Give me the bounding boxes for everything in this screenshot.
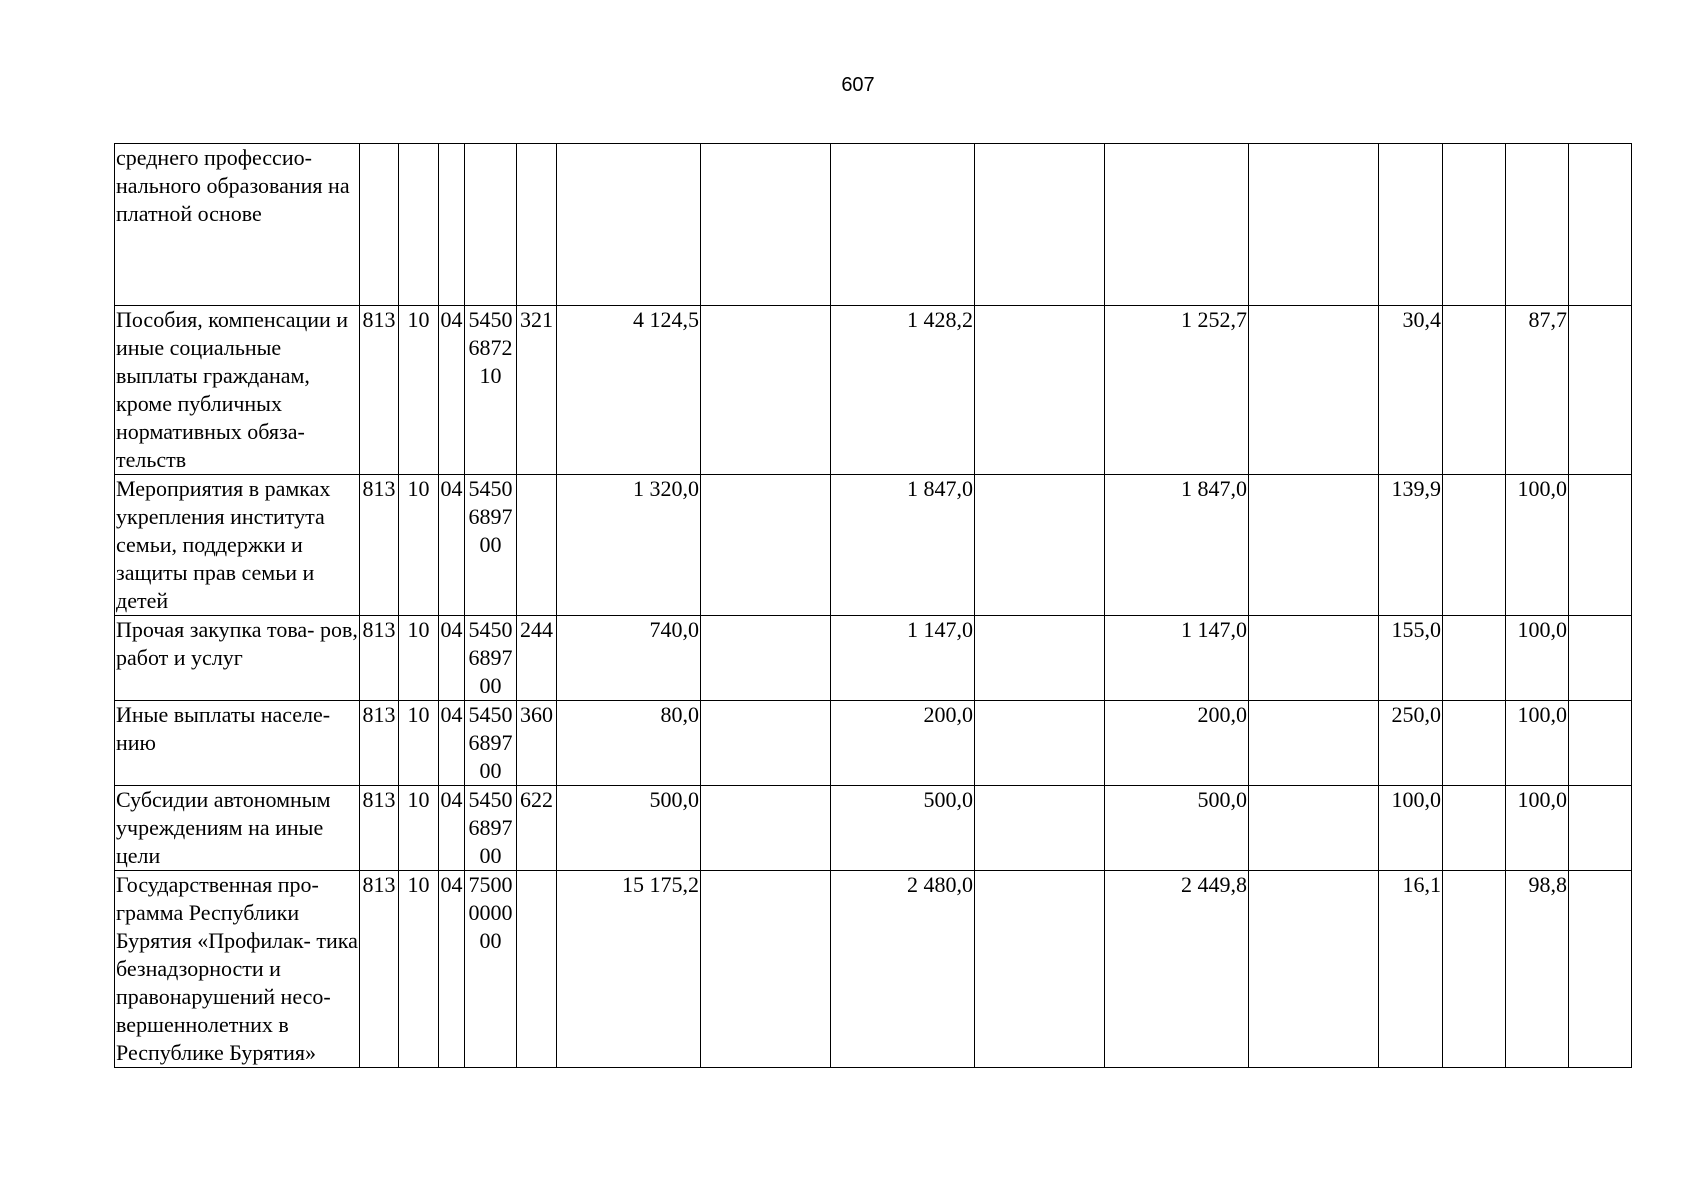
pct-refined-cell: 100,0 bbox=[1506, 786, 1569, 871]
empty-cell bbox=[1569, 144, 1632, 306]
row-name-cell: Иные выплаты населе- нию bbox=[115, 701, 360, 786]
empty-cell bbox=[1443, 786, 1506, 871]
pr-cell bbox=[439, 144, 465, 306]
vr-cell: 244 bbox=[517, 616, 557, 701]
empty-cell bbox=[1249, 475, 1379, 616]
empty-cell bbox=[1249, 616, 1379, 701]
pct-initial-cell: 100,0 bbox=[1379, 786, 1443, 871]
gr-cell: 813 bbox=[360, 616, 399, 701]
vr-cell: 321 bbox=[517, 306, 557, 475]
row-name-cell: среднего профессио- нального образования на платной основе bbox=[115, 144, 360, 306]
executed-cell: 1 147,0 bbox=[1105, 616, 1249, 701]
empty-cell bbox=[975, 701, 1105, 786]
executed-cell: 500,0 bbox=[1105, 786, 1249, 871]
pct-initial-cell: 16,1 bbox=[1379, 871, 1443, 1068]
table-row bbox=[115, 475, 1632, 616]
empty-cell bbox=[975, 786, 1105, 871]
pct-initial-cell: 139,9 bbox=[1379, 475, 1443, 616]
vr-cell: 360 bbox=[517, 701, 557, 786]
executed-cell: 1 847,0 bbox=[1105, 475, 1249, 616]
empty-cell bbox=[1249, 786, 1379, 871]
gr-cell: 813 bbox=[360, 871, 399, 1068]
gr-cell: 813 bbox=[360, 475, 399, 616]
plan-refined-cell bbox=[831, 144, 975, 306]
row-name-cell: Пособия, компенсации и иные социальные выплаты гражданам, кроме публичных нормативных обяза- тельств bbox=[115, 306, 360, 475]
empty-cell bbox=[701, 144, 831, 306]
empty-cell bbox=[1569, 306, 1632, 475]
csr-cell: 5450 6897 00 bbox=[465, 786, 517, 871]
row-name-cell: Государственная про- грамма Республики Бурятия «Профилак- тика безнадзорности и правонарушений несо- вершеннолетних в Республике Бурятия» bbox=[115, 871, 360, 1068]
row-name-cell: Субсидии автономным учреждениям на иные цели bbox=[115, 786, 360, 871]
csr-cell: 5450 6872 10 bbox=[465, 306, 517, 475]
plan-initial-cell: 500,0 bbox=[557, 786, 701, 871]
empty-cell bbox=[701, 616, 831, 701]
vr-cell bbox=[517, 871, 557, 1068]
executed-cell: 200,0 bbox=[1105, 701, 1249, 786]
plan-refined-cell: 500,0 bbox=[831, 786, 975, 871]
empty-cell bbox=[1569, 871, 1632, 1068]
table-row bbox=[115, 871, 1632, 1068]
pct-initial-cell: 30,4 bbox=[1379, 306, 1443, 475]
empty-cell bbox=[701, 306, 831, 475]
row-name-cell: Прочая закупка това- ров, работ и услуг bbox=[115, 616, 360, 701]
empty-cell bbox=[1249, 144, 1379, 306]
pr-cell: 04 bbox=[439, 306, 465, 475]
table-row bbox=[115, 701, 1632, 786]
empty-cell bbox=[701, 701, 831, 786]
pct-refined-cell: 87,7 bbox=[1506, 306, 1569, 475]
vr-cell bbox=[517, 475, 557, 616]
plan-initial-cell bbox=[557, 144, 701, 306]
empty-cell bbox=[1443, 144, 1506, 306]
csr-cell: 5450 6897 00 bbox=[465, 475, 517, 616]
empty-cell bbox=[1443, 616, 1506, 701]
csr-cell: 5450 6897 00 bbox=[465, 616, 517, 701]
gr-cell: 813 bbox=[360, 786, 399, 871]
rz-cell bbox=[399, 144, 439, 306]
pct-refined-cell: 100,0 bbox=[1506, 475, 1569, 616]
csr-cell: 7500 0000 00 bbox=[465, 871, 517, 1068]
rz-cell: 10 bbox=[399, 786, 439, 871]
empty-cell bbox=[701, 475, 831, 616]
plan-initial-cell: 740,0 bbox=[557, 616, 701, 701]
empty-cell bbox=[975, 616, 1105, 701]
pct-initial-cell: 155,0 bbox=[1379, 616, 1443, 701]
gr-cell: 813 bbox=[360, 701, 399, 786]
plan-initial-cell: 80,0 bbox=[557, 701, 701, 786]
vr-cell bbox=[517, 144, 557, 306]
empty-cell bbox=[975, 871, 1105, 1068]
plan-refined-cell: 1 428,2 bbox=[831, 306, 975, 475]
empty-cell bbox=[975, 144, 1105, 306]
pct-initial-cell bbox=[1379, 144, 1443, 306]
empty-cell bbox=[975, 475, 1105, 616]
rz-cell: 10 bbox=[399, 306, 439, 475]
executed-cell: 2 449,8 bbox=[1105, 871, 1249, 1068]
pr-cell: 04 bbox=[439, 475, 465, 616]
table-row bbox=[115, 786, 1632, 871]
pct-refined-cell: 100,0 bbox=[1506, 701, 1569, 786]
pr-cell: 04 bbox=[439, 616, 465, 701]
pct-refined-cell bbox=[1506, 144, 1569, 306]
plan-refined-cell: 200,0 bbox=[831, 701, 975, 786]
empty-cell bbox=[1443, 475, 1506, 616]
empty-cell bbox=[1443, 871, 1506, 1068]
vr-cell: 622 bbox=[517, 786, 557, 871]
plan-refined-cell: 2 480,0 bbox=[831, 871, 975, 1068]
empty-cell bbox=[1443, 306, 1506, 475]
executed-cell bbox=[1105, 144, 1249, 306]
rz-cell: 10 bbox=[399, 475, 439, 616]
table-row bbox=[115, 306, 1632, 475]
empty-cell bbox=[1249, 306, 1379, 475]
budget-table bbox=[114, 143, 1632, 1068]
rz-cell: 10 bbox=[399, 616, 439, 701]
pct-refined-cell: 98,8 bbox=[1506, 871, 1569, 1068]
plan-refined-cell: 1 147,0 bbox=[831, 616, 975, 701]
empty-cell bbox=[701, 786, 831, 871]
empty-cell bbox=[1569, 786, 1632, 871]
pr-cell: 04 bbox=[439, 701, 465, 786]
plan-initial-cell: 15 175,2 bbox=[557, 871, 701, 1068]
table-row bbox=[115, 144, 1632, 306]
pct-refined-cell: 100,0 bbox=[1506, 616, 1569, 701]
pct-initial-cell: 250,0 bbox=[1379, 701, 1443, 786]
empty-cell bbox=[701, 871, 831, 1068]
gr-cell: 813 bbox=[360, 306, 399, 475]
csr-cell bbox=[465, 144, 517, 306]
rz-cell: 10 bbox=[399, 871, 439, 1068]
csr-cell: 5450 6897 00 bbox=[465, 701, 517, 786]
empty-cell bbox=[1249, 701, 1379, 786]
empty-cell bbox=[1443, 701, 1506, 786]
rz-cell: 10 bbox=[399, 701, 439, 786]
pr-cell: 04 bbox=[439, 786, 465, 871]
plan-initial-cell: 4 124,5 bbox=[557, 306, 701, 475]
empty-cell bbox=[1569, 616, 1632, 701]
executed-cell: 1 252,7 bbox=[1105, 306, 1249, 475]
plan-refined-cell: 1 847,0 bbox=[831, 475, 975, 616]
pr-cell: 04 bbox=[439, 871, 465, 1068]
plan-initial-cell: 1 320,0 bbox=[557, 475, 701, 616]
row-name-cell: Мероприятия в рамках укрепления института семьи, поддержки и защиты прав семьи и детей bbox=[115, 475, 360, 616]
empty-cell bbox=[975, 306, 1105, 475]
empty-cell bbox=[1569, 701, 1632, 786]
empty-cell bbox=[1249, 871, 1379, 1068]
empty-cell bbox=[1569, 475, 1632, 616]
page-number: 607 bbox=[841, 74, 875, 96]
table-row bbox=[115, 616, 1632, 701]
gr-cell bbox=[360, 144, 399, 306]
